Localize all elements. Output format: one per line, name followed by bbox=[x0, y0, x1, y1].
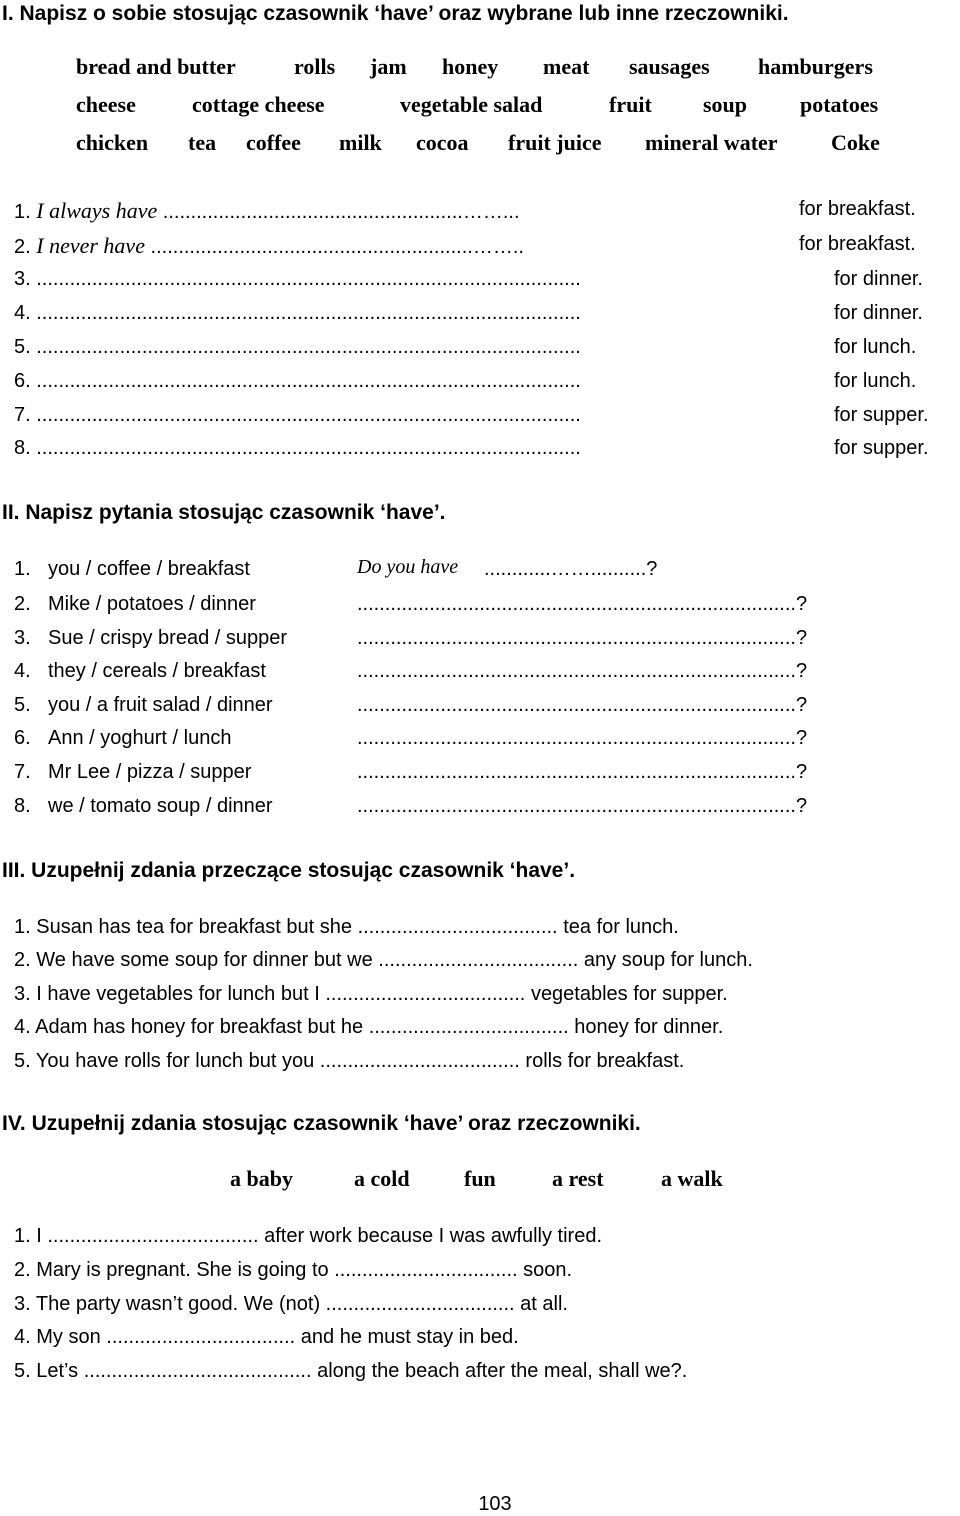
item-number: 7. bbox=[14, 761, 31, 783]
item-number: 4. bbox=[14, 1326, 31, 1348]
word-bank-word: cottage cheese bbox=[192, 92, 325, 117]
section-1-heading: I. Napisz o sobie stosując czasownik ‘have’ oraz wybrane lub inne rzeczowniki. bbox=[2, 2, 789, 25]
answer-blank[interactable]: .................................... bbox=[378, 949, 579, 971]
item-cue: they / cereals / breakfast bbox=[48, 660, 266, 682]
word-bank-word: jam bbox=[370, 54, 407, 79]
answer-blank[interactable]: ...............................................................................? bbox=[357, 727, 808, 749]
word-bank-word: fruit juice bbox=[508, 130, 602, 155]
item-number: 3. bbox=[14, 983, 31, 1005]
answer-blank[interactable]: .................................................................................................. bbox=[36, 268, 581, 290]
item-start: I have vegetables for lunch but I bbox=[36, 983, 320, 1005]
item-number: 2. bbox=[14, 593, 31, 615]
item-start: Mary is pregnant. She is going to bbox=[36, 1259, 329, 1281]
answer-blank[interactable]: .................................................................................................. bbox=[36, 437, 581, 459]
section-3-heading: III. Uzupełnij zdania przeczące stosując czasownik ‘have’. bbox=[2, 859, 576, 882]
answer-blank[interactable]: .................................... bbox=[357, 916, 558, 938]
item-number: 5. bbox=[14, 1050, 31, 1072]
item-ending: for lunch. bbox=[834, 336, 917, 358]
word-bank-word: mineral water bbox=[645, 130, 778, 155]
item-ending: vegetables for supper. bbox=[530, 983, 728, 1005]
item-number: 4. bbox=[14, 660, 31, 682]
answer-blank[interactable]: ...............................................................................? bbox=[357, 795, 808, 817]
answer-blank[interactable]: .................................... bbox=[319, 1050, 520, 1072]
answer-blank[interactable]: .................................... bbox=[368, 1016, 569, 1038]
word-bank-word: chicken bbox=[76, 130, 149, 155]
item-start: Let’s bbox=[36, 1360, 79, 1382]
answer-blank[interactable]: ...............................................................................? bbox=[357, 627, 808, 649]
item-number: 5. bbox=[14, 1360, 31, 1382]
item-prompt: I never have bbox=[36, 233, 145, 258]
list-item bbox=[14, 1016, 723, 1039]
item-number: 3. bbox=[14, 1293, 31, 1315]
item-number: 2. bbox=[14, 949, 31, 971]
list-item bbox=[14, 1259, 572, 1282]
word-bank-word: a walk bbox=[661, 1166, 723, 1191]
item-number: 4. bbox=[14, 1016, 31, 1038]
list-item bbox=[14, 198, 520, 224]
item-start: You have rolls for lunch but you bbox=[35, 1050, 315, 1072]
item-number: 1. bbox=[14, 201, 31, 223]
word-bank-word: a baby bbox=[230, 1166, 293, 1191]
item-start: The party wasn’t good. We (not) bbox=[35, 1293, 321, 1315]
answer-blank[interactable]: ......................................................……... bbox=[162, 201, 520, 223]
word-bank-word: meat bbox=[543, 54, 590, 79]
list-item bbox=[14, 1293, 568, 1316]
item-number: 3. bbox=[14, 268, 31, 290]
item-ending: for supper. bbox=[834, 404, 929, 426]
item-ending: at all. bbox=[520, 1293, 568, 1315]
answer-blank[interactable]: ...............................................................................? bbox=[357, 660, 808, 682]
item-number: 6. bbox=[14, 370, 31, 392]
item-number: 5. bbox=[14, 694, 31, 716]
list-item bbox=[14, 916, 679, 939]
item-start: We have some soup for dinner but we bbox=[36, 949, 373, 971]
item-cue: we / tomato soup / dinner bbox=[48, 795, 273, 817]
item-number: 7. bbox=[14, 404, 31, 426]
word-bank-word: a rest bbox=[552, 1166, 604, 1191]
answer-blank[interactable]: ............……..........? bbox=[484, 558, 658, 580]
list-item bbox=[14, 949, 753, 972]
item-number: 1. bbox=[14, 916, 31, 938]
word-bank-word: tea bbox=[188, 130, 217, 155]
item-start: I bbox=[36, 1225, 42, 1247]
item-number: 2. bbox=[14, 236, 31, 258]
answer-blank[interactable]: .................................................................................................. bbox=[36, 336, 581, 358]
answer-blank[interactable]: .................................... bbox=[325, 983, 526, 1005]
item-start: Susan has tea for breakfast but she bbox=[36, 916, 353, 938]
word-bank-word: fruit bbox=[609, 92, 652, 117]
item-ending: soon. bbox=[523, 1259, 573, 1281]
answer-blank[interactable]: .................................................................................................. bbox=[36, 302, 581, 324]
item-ending: tea for lunch. bbox=[563, 916, 679, 938]
item-ending: along the beach after the meal, shall we?. bbox=[317, 1360, 688, 1382]
item-number: 3. bbox=[14, 627, 31, 649]
word-bank-word: soup bbox=[703, 92, 748, 117]
word-bank-word: rolls bbox=[294, 54, 336, 79]
word-bank-word: Coke bbox=[831, 130, 880, 155]
list-item bbox=[14, 1225, 602, 1248]
list-item bbox=[14, 233, 524, 259]
list-item bbox=[14, 1326, 519, 1349]
item-number: 6. bbox=[14, 727, 31, 749]
word-bank-word: cheese bbox=[76, 92, 136, 117]
word-bank-word: cocoa bbox=[416, 130, 469, 155]
list-item bbox=[14, 336, 581, 359]
word-bank-word: vegetable salad bbox=[400, 92, 543, 117]
word-bank-word: hamburgers bbox=[758, 54, 873, 79]
list-item bbox=[14, 1050, 684, 1073]
list-item bbox=[14, 437, 581, 460]
item-number: 8. bbox=[14, 437, 31, 459]
item-cue: Mr Lee / pizza / supper bbox=[48, 761, 252, 783]
list-item bbox=[14, 370, 581, 393]
section-2-heading: II. Napisz pytania stosując czasownik ‘have’. bbox=[2, 501, 446, 524]
word-bank-word: bread and butter bbox=[76, 54, 236, 79]
word-bank-word: sausages bbox=[629, 54, 710, 79]
item-ending: for dinner. bbox=[834, 268, 923, 290]
answer-blank[interactable]: .................................................................................................. bbox=[36, 370, 581, 392]
item-cue: Ann / yoghurt / lunch bbox=[48, 727, 232, 749]
item-number: 1. bbox=[14, 558, 31, 580]
item-cue: you / a fruit salad / dinner bbox=[48, 694, 273, 716]
item-cue: Sue / crispy bread / supper bbox=[48, 627, 288, 649]
item-ending: for dinner. bbox=[834, 302, 923, 324]
item-ending: for lunch. bbox=[834, 370, 917, 392]
item-number: 4. bbox=[14, 302, 31, 324]
item-cue: you / coffee / breakfast bbox=[48, 558, 250, 580]
list-item bbox=[14, 983, 728, 1006]
list-item bbox=[14, 268, 581, 291]
item-number: 2. bbox=[14, 1259, 31, 1281]
item-prompt: I always have bbox=[36, 198, 158, 223]
list-item bbox=[14, 302, 581, 325]
item-ending: for breakfast. bbox=[799, 233, 916, 255]
item-ending: and he must stay in bed. bbox=[300, 1326, 519, 1348]
example-answer-start: Do you have bbox=[357, 556, 459, 578]
item-ending: rolls for breakfast. bbox=[525, 1050, 685, 1072]
answer-blank[interactable]: ...............................................................................? bbox=[357, 761, 808, 783]
item-start: My son bbox=[36, 1326, 101, 1348]
word-bank-word: milk bbox=[339, 130, 382, 155]
item-ending: after work because I was awfully tired. bbox=[264, 1225, 603, 1247]
answer-blank[interactable]: ...................................... bbox=[47, 1225, 259, 1247]
answer-blank[interactable]: ..........................................................…….. bbox=[150, 236, 524, 258]
page-number: 103 bbox=[478, 1493, 512, 1515]
word-bank-word: honey bbox=[442, 54, 499, 79]
list-item bbox=[14, 1360, 687, 1383]
answer-blank[interactable]: ................................. bbox=[334, 1259, 518, 1281]
answer-blank[interactable]: .................................. bbox=[325, 1293, 515, 1315]
item-start: Adam has honey for breakfast but he bbox=[35, 1016, 364, 1038]
answer-blank[interactable]: ...............................................................................? bbox=[357, 694, 808, 716]
item-number: 5. bbox=[14, 336, 31, 358]
answer-blank[interactable]: .................................. bbox=[106, 1326, 296, 1348]
word-bank-word: a cold bbox=[354, 1166, 410, 1191]
item-ending: for breakfast. bbox=[799, 198, 916, 220]
item-ending: honey for dinner. bbox=[574, 1016, 724, 1038]
answer-blank[interactable]: ...............................................................................? bbox=[357, 593, 808, 615]
word-bank-word: potatoes bbox=[800, 92, 879, 117]
section-4-heading: IV. Uzupełnij zdania stosując czasownik ‘have’ oraz rzeczowniki. bbox=[2, 1112, 641, 1135]
word-bank-word: coffee bbox=[246, 130, 301, 155]
item-number: 1. bbox=[14, 1225, 31, 1247]
list-item bbox=[14, 404, 581, 427]
word-bank-word: fun bbox=[464, 1166, 496, 1191]
item-number: 8. bbox=[14, 795, 31, 817]
item-ending: any soup for lunch. bbox=[583, 949, 753, 971]
item-cue: Mike / potatoes / dinner bbox=[48, 593, 256, 615]
answer-blank[interactable]: ......................................... bbox=[83, 1360, 312, 1382]
item-ending: for supper. bbox=[834, 437, 929, 459]
answer-blank[interactable]: .................................................................................................. bbox=[36, 404, 581, 426]
